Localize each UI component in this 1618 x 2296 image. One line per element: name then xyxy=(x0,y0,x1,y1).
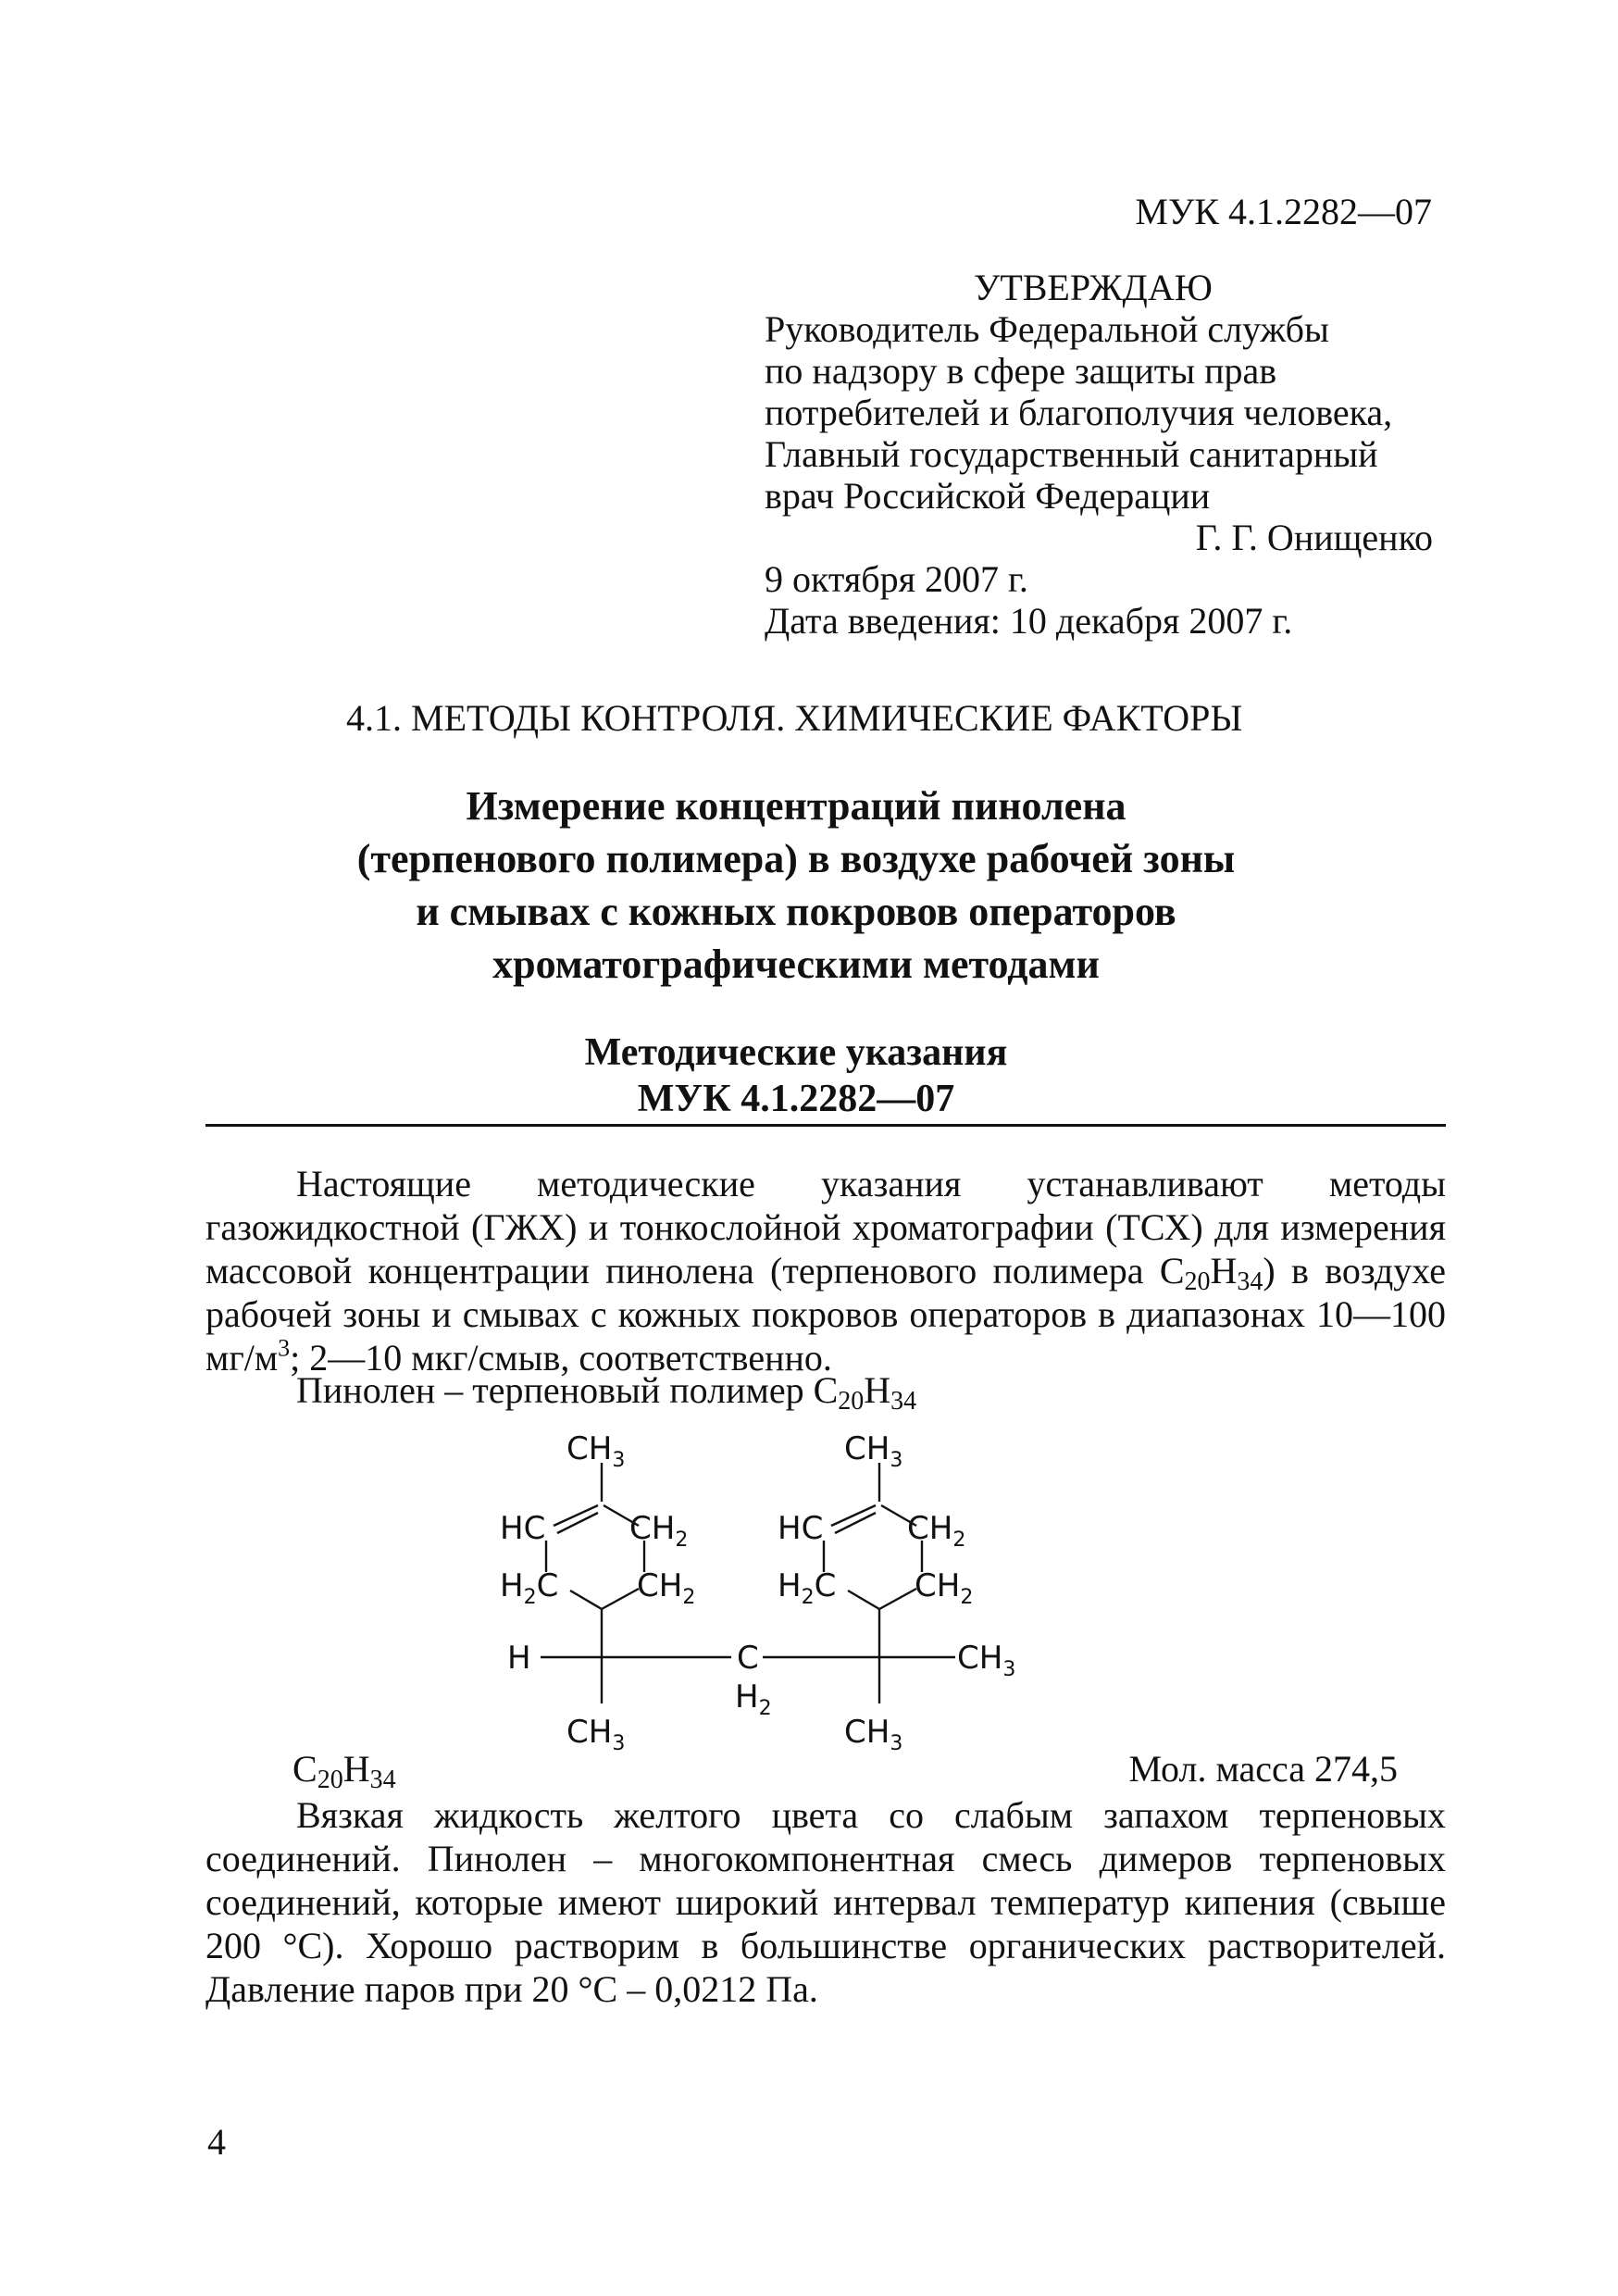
approval-line: по надзору в сфере защиты прав xyxy=(765,350,1277,392)
description-paragraph: Вязкая жидкость желтого цвета со слабым запахом терпеновых соединений. Пинолен – многокомпонентная смесь димеров терпеновых соединений, которые имеют широкий интервал температур кипения (свыше 200 °С). Хорошо растворим в большинстве органических растворителей. Давление паров при 20 °С – 0,0212 Па. xyxy=(205,1794,1446,2010)
subtitle-code: МУК 4.1.2282—07 xyxy=(637,1078,955,1120)
intro-paragraph xyxy=(205,1162,1446,1379)
methyl-label: $CH_3$ xyxy=(844,1430,903,1472)
h2c-label: $H_2C$ xyxy=(500,1567,559,1609)
formula-text: C xyxy=(292,1748,317,1790)
title-line: (терпенового полимера) в воздухе рабочей зоны xyxy=(356,836,1236,881)
approval-line: Руководитель Федеральной службы xyxy=(765,308,1329,350)
approval-date: 9 октября 2007 г. xyxy=(765,558,1028,600)
subscript: 34 xyxy=(1237,1267,1263,1296)
approval-signatory: Г. Г. Онищенко xyxy=(1195,517,1433,558)
approval-line: Главный государственный санитарный xyxy=(765,433,1378,475)
subscript: 34 xyxy=(369,1766,396,1794)
approval-line: врач Российской Федерации xyxy=(765,475,1211,517)
title-line: Измерение концентраций пинолена xyxy=(466,783,1126,829)
pinolene-text: H xyxy=(864,1369,891,1411)
intro-text: ; 2—10 мкг/смыв, соответственно. xyxy=(290,1337,832,1379)
document-code: МУК 4.1.2282—07 xyxy=(1135,191,1432,232)
hc-label: HC xyxy=(500,1510,546,1547)
horizontal-rule xyxy=(205,1124,1446,1127)
methyl-label: $CH_3$ xyxy=(844,1714,903,1755)
section-heading: 4.1. МЕТОДЫ КОНТРОЛЯ. ХИМИЧЕСКИЕ ФАКТОРЫ xyxy=(346,697,1243,739)
formula-text: H xyxy=(342,1748,370,1790)
atom-labels xyxy=(500,1430,1015,1755)
page-number: 4 xyxy=(207,2121,226,2163)
intro-text: ) в воздухе рабочей зоны и смывах с кожных покровов операторов в диапазонах 10—100 мг/м xyxy=(205,1250,1447,1379)
structural-formula xyxy=(500,1426,1055,1759)
methylene-label: $CH_2$ xyxy=(637,1567,696,1609)
title-line: и смывах с кожных покровов операторов xyxy=(416,889,1176,934)
h2c-label: $H_2C$ xyxy=(778,1567,837,1609)
intro-text: H xyxy=(1210,1250,1238,1292)
approval-heading: УТВЕРЖДАЮ xyxy=(974,267,1213,308)
title-line: хроматографическими методами xyxy=(492,942,1100,987)
molecular-mass: Мол. масса 274,5 xyxy=(1128,1748,1398,1790)
carbon-label: C xyxy=(737,1640,759,1677)
subscript: 34 xyxy=(890,1387,917,1416)
document-title xyxy=(259,780,1333,991)
effective-date: Дата введения: 10 декабря 2007 г. xyxy=(765,600,1293,642)
methyl-label: $CH_3$ xyxy=(566,1714,626,1755)
subtitle-line: Методические указания xyxy=(584,1031,1008,1074)
subscript: 20 xyxy=(838,1387,865,1416)
hydrogen-label: H xyxy=(507,1640,531,1677)
methyl-label: $CH_3$ xyxy=(566,1430,626,1472)
approval-line: потребителей и благополучия человека, xyxy=(765,392,1393,433)
subscript: 20 xyxy=(1184,1267,1211,1296)
methylene-label: $CH_2$ xyxy=(629,1510,689,1552)
pinolene-text: Пинолен – терпеновый полимер C xyxy=(296,1369,839,1411)
bridge-h2-label: $H_2$ xyxy=(735,1678,772,1720)
pinolene-line xyxy=(296,1368,917,1416)
methylene-label: $CH_2$ xyxy=(915,1567,974,1609)
molecular-formula xyxy=(292,1747,396,1794)
subscript: 20 xyxy=(317,1766,343,1794)
document-subtitle xyxy=(352,1029,1240,1122)
approval-block xyxy=(765,267,1440,642)
methyl-label: $CH_3$ xyxy=(957,1640,1016,1681)
methylene-label: $CH_2$ xyxy=(907,1510,966,1552)
superscript: 3 xyxy=(278,1334,291,1362)
hc-label: HC xyxy=(778,1510,824,1547)
intro-text: Настоящие методические указания устанавливают методы газожидкостной (ГЖХ) и тонкослойной хроматографии (ТСХ) для измерения массовой концентрации пинолена (терпенового полимера C xyxy=(205,1163,1446,1292)
